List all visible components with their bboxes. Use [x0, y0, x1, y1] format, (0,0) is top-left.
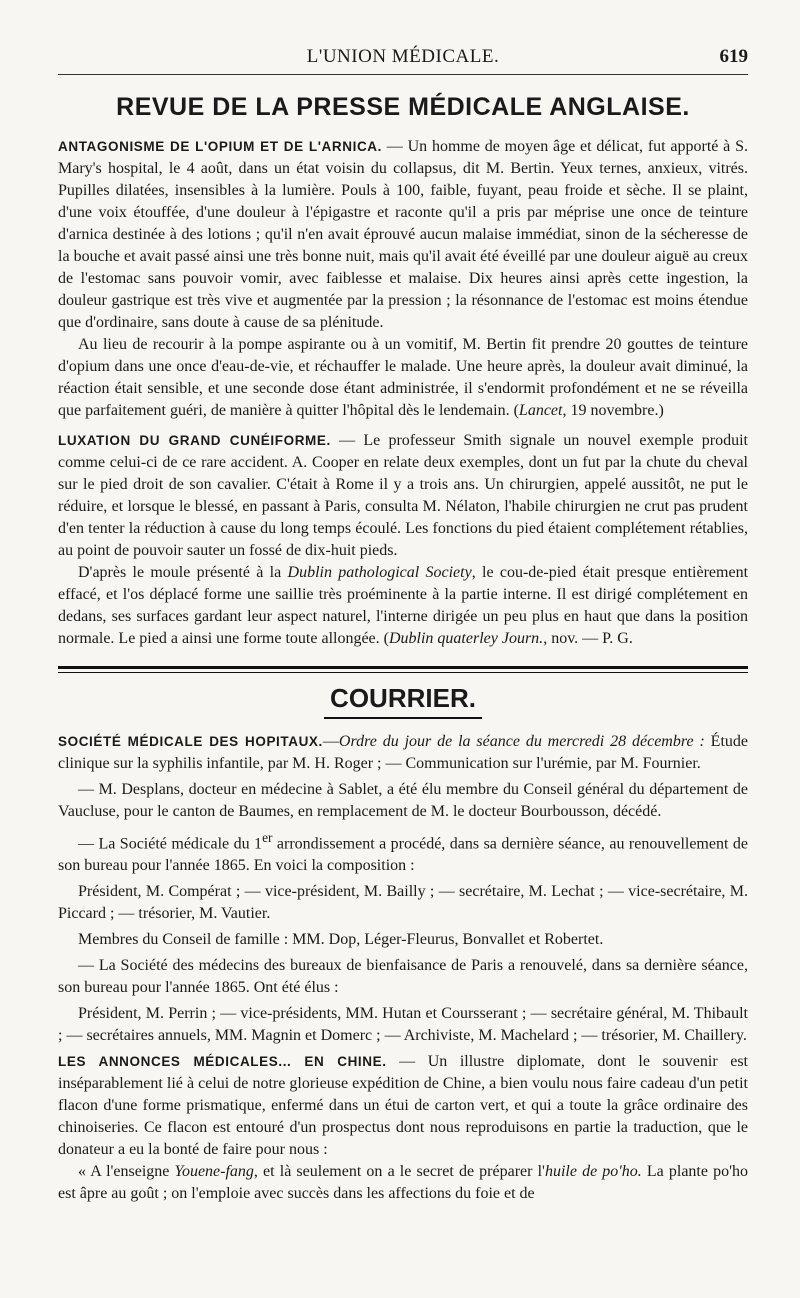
paragraph-quote	[58, 1161, 748, 1205]
text-quote-start: « A l'enseigne	[78, 1163, 175, 1181]
lead-annonces: LES ANNONCES MÉDICALES... EN CHINE.	[58, 1054, 387, 1070]
section-title-revue: REVUE DE LA PRESSE MÉDICALE ANGLAISE.	[116, 93, 690, 121]
paragraph-opium-2	[58, 334, 748, 422]
source-dublin: Dublin quaterley Journ.	[388, 630, 544, 647]
running-header	[58, 40, 748, 75]
text-opium-2: Au lieu de recourir à la pompe aspirante ou à un vomitif, M. Bertin fit prendre 20 gouttes de teinture d'opium dans une once d'eau-de-vie, et réchauffer le malade. Une heure après, la douleur avait diminué, la réaction était sensible, et une seconde dose étant administrée, il s'endormit profondément et ne se réveilla que parfaitement guéri, de manière à quitter l'hôpital dès le lendemain. (	[58, 336, 748, 419]
text-opium-2-end: , 19 novembre.)	[562, 402, 664, 419]
page-number: 619	[719, 46, 748, 67]
paragraph-societe-1er	[58, 827, 748, 877]
text-luxation-1: — Le professeur Smith signale un nouvel exemple produit comme celui-ci de ce rare accident. A. Cooper en relate deux exemples, dont un fut par la chute du cheval sur le pied droit de son cavalier. C'était à Rome il y a trois ans. Un chirurgien, appelé aussitôt, ne put le réduire, et lorsque le blessé, en passant à Paris, consulta M. Nélaton, l'habile chirurgien ne crut pas prudent d'en tenter la réduction à cause du long temps écoulé. Les fonctions du pied étaient complétement rétablies, au point de pouvoir sauter un fossé de dix-huit pieds.	[58, 432, 748, 559]
societe-dash: —	[322, 733, 339, 750]
text-luxation-2: , le cou-de-pied était presque entièrement effacé, et l'os déplacé forme une saillie très proéminente à la partie interne. Il est dirigé complétement en dedans, ses surfaces gardant leur aspect naturel, l'interne dirigée un peu plus en haut que dans la position normale. Le pied a ainsi une forme toute allongée. (	[58, 564, 749, 647]
text-societe-1er: arrondissement a procédé, dans sa dernière séance, au renouvellement de son bureau pour l'année 1865. En voici la composition :	[58, 835, 748, 875]
courrier-title: COURRIER.	[324, 683, 482, 719]
paragraph-societe-hopitaux	[58, 731, 748, 775]
double-rule	[58, 666, 748, 673]
shop-name: Youene-fang	[174, 1163, 254, 1181]
society-name: Dublin pathological Society	[287, 564, 472, 581]
section-title-courrier	[58, 683, 748, 719]
order-of-day: Ordre du jour de la séance du mercredi 28 décembre :	[338, 733, 705, 750]
paragraph-bureau-1er: Président, M. Compérat ; — vice-président, M. Bailly ; — secrétaire, M. Lechat ; — vice-secrétaire, M. Piccard ; — trésorier, M. Vautier.	[58, 883, 748, 923]
lead-opium: ANTAGONISME DE L'OPIUM ET DE L'ARNICA.	[58, 139, 382, 154]
text-quote-end: La plante po'ho est âpre au goût ; on l'emploie avec succès dans les affections du foie et de	[58, 1163, 749, 1203]
paragraph-conseil-famille: Membres du Conseil de famille : MM. Dop, Léger-Fleurus, Bonvallet et Robertet.	[78, 931, 604, 949]
paragraph-annonces	[58, 1051, 748, 1161]
paragraph-opium-1	[58, 136, 748, 334]
paragraph-desplans: — M. Desplans, docteur en médecine à Sablet, a été élu membre du Conseil général du département de Vaucluse, pour le canton de Baumes, en remplacement de M. le docteur Bourbousson, décédé.	[58, 781, 748, 820]
text-luxation-2-end: , nov. — P. G.	[543, 630, 633, 647]
running-title: L'UNION MÉDICALE.	[306, 46, 500, 67]
paragraph-bienfaisance: — La Société des médecins des bureaux de bienfaisance de Paris a renouvelé, dans sa dernière séance, son bureau pour l'année 1865. Ont été élus :	[58, 957, 748, 997]
text-societe-1er-start: — La Société médicale du 1	[78, 835, 263, 853]
lead-luxation: LUXATION DU GRAND CUNÉIFORME.	[58, 433, 331, 448]
text-societe-hopitaux: Étude clinique sur la syphilis infantile, par M. H. Roger ; — Communication sur l'urémie, par M. Fournier.	[58, 733, 749, 772]
superscript-er: er	[262, 830, 273, 845]
paragraph-luxation-2	[58, 562, 748, 650]
text-quote-mid: , et là seulement on a le secret de préparer l'	[253, 1163, 545, 1181]
lead-societe-hopitaux: SOCIÉTÉ MÉDICALE DES HOPITAUX.	[58, 734, 323, 749]
product-name: huile de po'ho.	[544, 1163, 642, 1181]
paragraph-luxation-1	[58, 430, 748, 562]
paragraph-bureau-bienfaisance: Président, M. Perrin ; — vice-présidents, MM. Hutan et Coursserant ; — secrétaire général, M. Thibault ; — secrétaires annuels, MM. Magnin et Domerc ; — Archiviste, M. Machelard ; — trésorier, M. Chaillery.	[58, 1005, 748, 1045]
text-annonces: — Un illustre diplomate, dont le souvenir est inséparablement lié à celui de notre glorieuse expédition de Chine, a bien voulu nous faire cadeau d'un petit flacon d'une forme prismatique, enfermé dans un étui de carton vert, et qui a toute la grâce ordinaire des chinoiseries. Ce flacon est entouré d'un prospectus dont nous reproduisons en partie la traduction, que le donateur a eu la bonté de faire pour nous :	[58, 1053, 749, 1159]
text-luxation-2-start: D'après le moule présenté à la	[78, 564, 288, 581]
text-opium-1: — Un homme de moyen âge et délicat, fut apporté à S. Mary's hospital, le 4 août, dans un état voisin du collapsus, dit M. Bertin. Yeux ternes, anxieux, vitrés. Pupilles dilatées, insensibles à la lumière. Pouls à 100, faible, fuyant, peau froide et sèche. Il se plaint, d'une voix étouffée, d'une douleur à l'épigastre et raconte qu'il a pris par méprise une once de teinture d'arnica destinée à des lotions ; qu'il n'en avait éprouvé aucun malaise immédiat, sinon de la sécheresse de la bouche et avait passé ainsi une très bonne nuit, mais qu'il avait été éveillé par une douleur aiguë au creux de l'estomac sans pouvoir vomir, avec faiblesse et malaise. Dix heures ainsi après cette ingestion, la douleur gastrique est très vive et augmentée par la pression ; la résonnance de l'estomac est moins étendue que d'ordinaire, sans doute à cause de sa plénitude.	[58, 138, 748, 331]
source-lancet: Lancet	[518, 402, 563, 419]
